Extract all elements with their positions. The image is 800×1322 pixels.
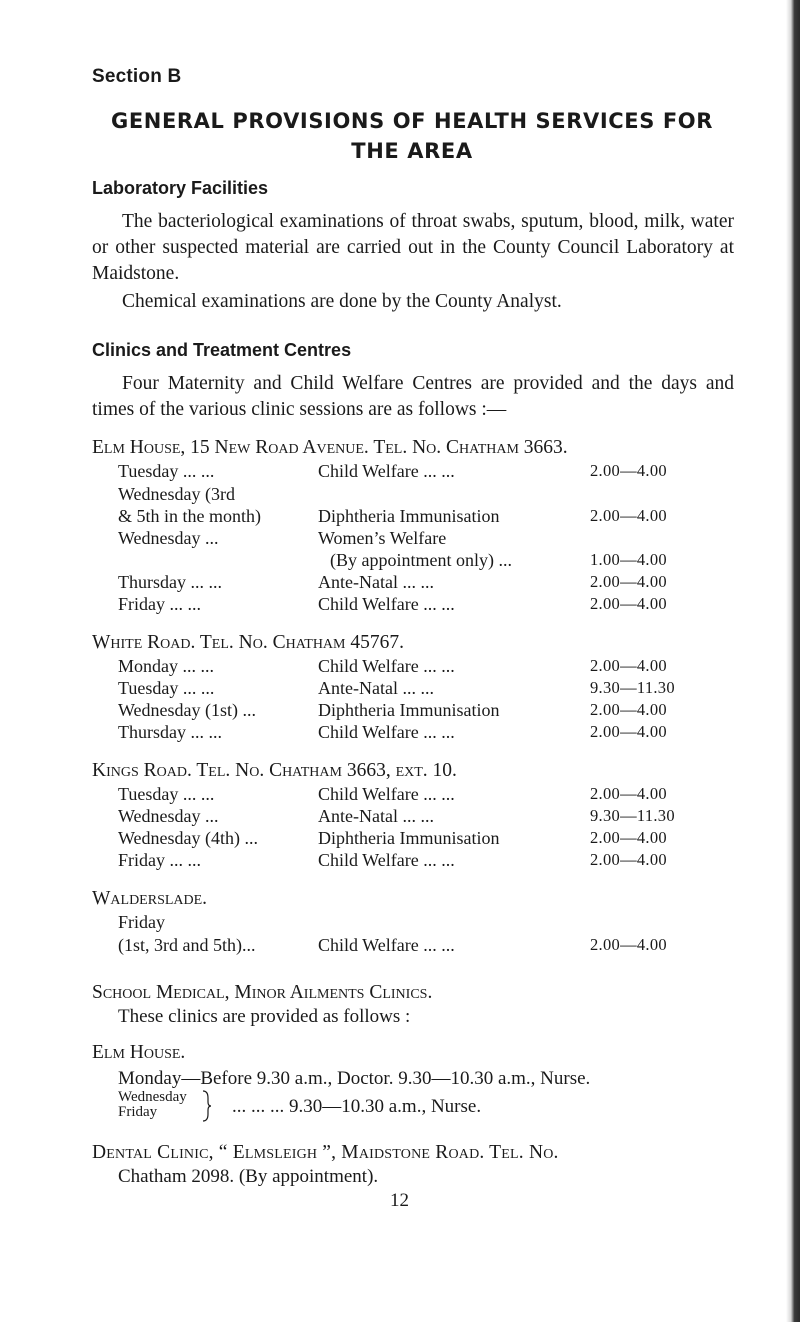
section-label: Section B xyxy=(92,66,182,87)
row-day: Monday ... ... xyxy=(118,656,214,676)
table-row xyxy=(0,806,800,830)
lab-heading: Laboratory Facilities xyxy=(92,178,269,198)
school-wednesday-label: Wednesday xyxy=(118,1089,187,1105)
row-day: Friday xyxy=(118,912,165,932)
table-row xyxy=(0,912,800,936)
row-time: 2.00—4.00 xyxy=(590,461,667,480)
table-row xyxy=(0,784,800,808)
row-day: Thursday ... ... xyxy=(118,722,222,742)
row-time: 2.00—4.00 xyxy=(590,656,667,675)
row-clinic-type: Ante-Natal ... ... xyxy=(318,572,434,592)
row-time: 2.00—4.00 xyxy=(590,572,667,591)
table-row xyxy=(0,528,800,552)
table-row xyxy=(0,700,800,724)
clinics-intro: Four Maternity and Child Welfare Centres are provided and the days and times of the various clinic sessions are as follows :— xyxy=(92,373,734,420)
row-day: & 5th in the month) xyxy=(118,506,261,526)
row-clinic-type: Diphtheria Immunisation xyxy=(318,506,500,526)
row-clinic-type: Diphtheria Immunisation xyxy=(318,700,500,720)
row-day: Tuesday ... ... xyxy=(118,461,215,481)
dental-clinic-line-2: Chatham 2098. (By appointment). xyxy=(118,1166,379,1187)
school-clinics-heading: School Medical, Minor Ailments Clinics. xyxy=(92,982,433,1003)
centre-heading-kings-road: Kings Road. Tel. No. Chatham 3663, ext. 10. xyxy=(92,760,457,781)
table-row xyxy=(0,550,800,574)
table-row xyxy=(0,678,800,702)
table-row xyxy=(0,594,800,618)
table-row xyxy=(0,935,800,959)
school-clinics-place: Elm House. xyxy=(92,1042,186,1063)
row-clinic-type: Child Welfare ... ... xyxy=(318,461,455,481)
page-title xyxy=(92,106,732,166)
table-row xyxy=(0,484,800,508)
row-time: 2.00—4.00 xyxy=(590,506,667,525)
table-row xyxy=(0,722,800,746)
school-clinics-subtext: These clinics are provided as follows : xyxy=(118,1006,411,1027)
row-time: 2.00—4.00 xyxy=(590,828,667,847)
row-day: Tuesday ... ... xyxy=(118,784,215,804)
school-monday-line: Monday—Before 9.30 a.m., Doctor. 9.30—10.30 a.m., Nurse. xyxy=(118,1068,591,1089)
row-day: Tuesday ... ... xyxy=(118,678,215,698)
row-time: 2.00—4.00 xyxy=(590,850,667,869)
centre-heading-walderslade: Walderslade. xyxy=(92,888,208,909)
table-row xyxy=(0,461,800,485)
centre-heading-elm-house: Elm House, 15 New Road Avenue. Tel. No. Chatham 3663. xyxy=(92,437,568,458)
table-row xyxy=(0,850,800,874)
title-line-1: GENERAL PROVISIONS OF HEALTH SERVICES FOR xyxy=(111,109,713,133)
row-clinic-type: Child Welfare ... ... xyxy=(318,594,455,614)
centre-heading-white-road: White Road. Tel. No. Chatham 45767. xyxy=(92,632,404,653)
row-day: Friday ... ... xyxy=(118,594,201,614)
lab-paragraph-1: The bacteriological examinations of throat swabs, sputum, blood, milk, water or other suspected material are carried out in the County Council Laboratory at Maidstone. xyxy=(92,211,734,284)
row-day: Wednesday (1st) ... xyxy=(118,700,257,720)
row-time: 2.00—4.00 xyxy=(590,784,667,803)
table-row xyxy=(0,572,800,596)
row-day: Thursday ... ... xyxy=(118,572,222,592)
row-day: Wednesday (4th) ... xyxy=(118,828,259,848)
row-clinic-type: Child Welfare ... ... xyxy=(318,850,455,870)
row-clinic-type: Child Welfare ... ... xyxy=(318,784,455,804)
table-row xyxy=(0,828,800,852)
row-time: 9.30—11.30 xyxy=(590,678,675,697)
school-wed-fri-times: ... ... ... 9.30—10.30 a.m., Nurse. xyxy=(232,1096,482,1117)
row-time: 1.00—4.00 xyxy=(590,550,667,569)
row-clinic-type: Child Welfare ... ... xyxy=(318,935,455,955)
row-time: 2.00—4.00 xyxy=(590,722,667,741)
row-clinic-type: Ante-Natal ... ... xyxy=(318,678,434,698)
table-row xyxy=(0,506,800,530)
row-time: 9.30—11.30 xyxy=(590,806,675,825)
row-time: 2.00—4.00 xyxy=(590,700,667,719)
title-line-2: THE AREA xyxy=(351,139,473,163)
row-clinic-type: Women’s Welfare xyxy=(318,528,447,548)
row-clinic-type: Child Welfare ... ... xyxy=(318,656,455,676)
row-day: (1st, 3rd and 5th)... xyxy=(118,935,256,955)
row-clinic-type: (By appointment only) ... xyxy=(330,550,512,570)
page-number: 12 xyxy=(390,1190,409,1211)
brace-icon xyxy=(202,1090,212,1122)
row-day: Wednesday (3rd xyxy=(118,484,236,504)
row-clinic-type: Diphtheria Immunisation xyxy=(318,828,500,848)
row-day: Wednesday ... xyxy=(118,528,219,548)
row-time: 2.00—4.00 xyxy=(590,935,667,954)
lab-paragraph-2: Chemical examinations are done by the County Analyst. xyxy=(122,291,562,312)
table-row xyxy=(0,656,800,680)
row-clinic-type: Ante-Natal ... ... xyxy=(318,806,434,826)
row-time: 2.00—4.00 xyxy=(590,594,667,613)
row-day: Friday ... ... xyxy=(118,850,201,870)
school-friday-label: Friday xyxy=(118,1104,158,1120)
clinics-heading: Clinics and Treatment Centres xyxy=(92,340,352,360)
row-clinic-type: Child Welfare ... ... xyxy=(318,722,455,742)
row-day: Wednesday ... xyxy=(118,806,219,826)
dental-clinic-line-1: Dental Clinic, “ Elmsleigh ”, Maidstone Road. Tel. No. xyxy=(92,1142,559,1163)
